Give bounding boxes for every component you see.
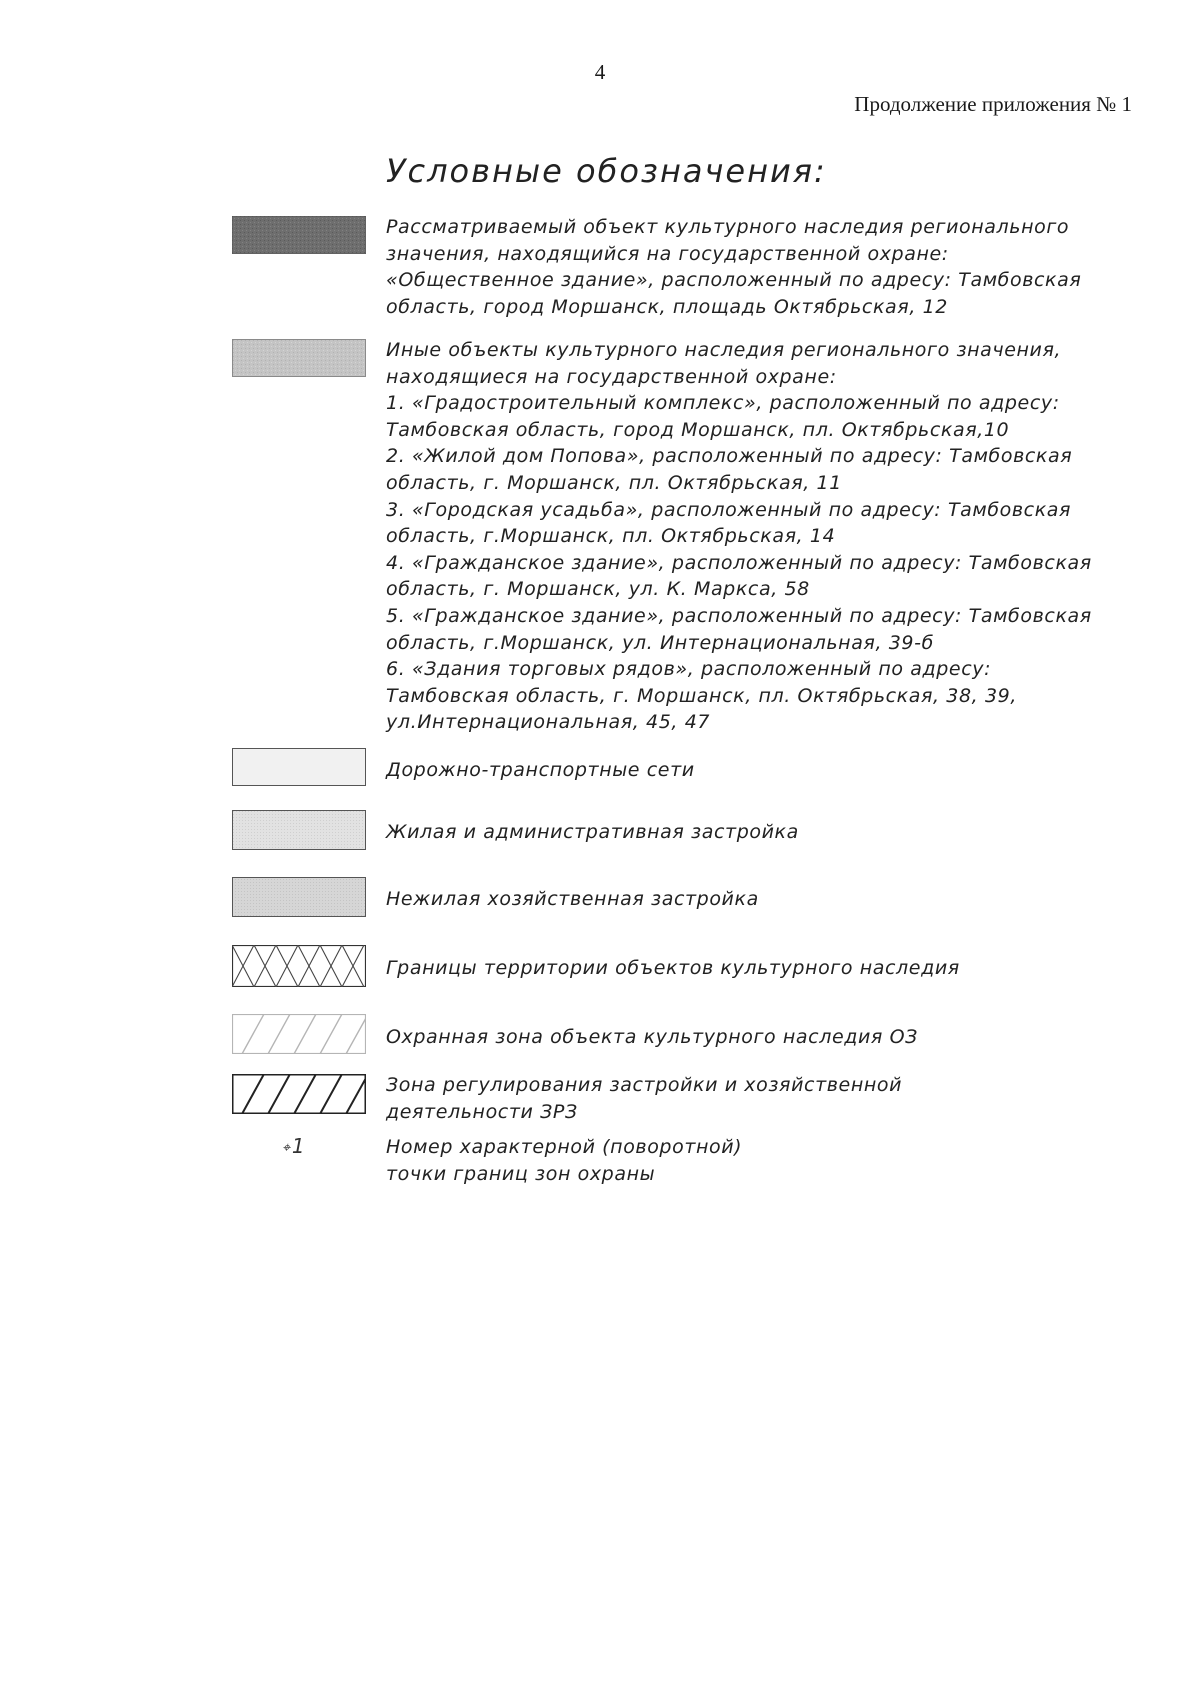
cross-hatch-swatch	[232, 945, 366, 983]
legend-text: Номер характерной (поворотной) точки границ зон охраны	[386, 1136, 743, 1185]
legend-text: Дорожно-транспортные сети	[386, 759, 695, 781]
appendix-continuation-label: Продолжение приложения № 1	[854, 92, 1132, 116]
bold-diagonal-hatch-swatch	[232, 1074, 366, 1112]
legend-title: Условные обозначения:	[386, 152, 827, 190]
legend-text: Границы территории объектов культурного наследия	[386, 957, 960, 979]
legend-text: Рассматриваемый объект культурного наследия регионального значения, находящийся на государственной охране: «Общественное здание», расположенный по адресу: Тамбовская область, город Моршанск, площадь Октябрьская, 12	[386, 216, 1082, 318]
point-marker-icon: ⌖ 1	[282, 1134, 305, 1158]
dark-fill-swatch	[232, 216, 366, 254]
legend-text: Иные объекты культурного наследия регионального значения, находящиеся на государственной охране: 1. «Градостроительный комплекс», расположенный по адресу: Тамбовская область, город Моршанск, пл. Октябрьская,10 2. «Жилой дом Попова», расположенный по адресу: Тамбовская область, г. Моршанск, пл. Октябрьская, 11 3. «Городская усадьба», расположенный по адресу: Тамбовская область, г.Моршанск, пл. Октябрьская, 14 4. «Гражданское здание», расположенный по адресу: Тамбовская область, г. Моршанск, ул. К. Маркса, 58 5. «Гражданское здание», расположенный по адресу: Тамбовская область, г.Моршанск, ул. Интернациональная, 39-б 6. «Здания торговых рядов», расположенный по адресу: Тамбовская область, г. Моршанск, пл. Октябрьская, 38, 39, ул.Интернациональная, 45, 47	[386, 339, 1092, 734]
legend-text: Охранная зона объекта культурного наследия ОЗ	[386, 1026, 918, 1048]
light-gray-fill-swatch	[232, 877, 366, 915]
page-number: 4	[594, 60, 606, 84]
light-fill-swatch	[232, 810, 366, 848]
legend-text: Жилая и административная застройка	[386, 821, 799, 843]
medium-fill-swatch	[232, 339, 366, 377]
very-light-fill-swatch	[232, 748, 366, 786]
legend-text: Зона регулирования застройки и хозяйственной деятельности ЗРЗ	[386, 1074, 903, 1123]
light-diagonal-hatch-swatch	[232, 1014, 366, 1052]
legend-text: Нежилая хозяйственная застройка	[386, 888, 759, 910]
